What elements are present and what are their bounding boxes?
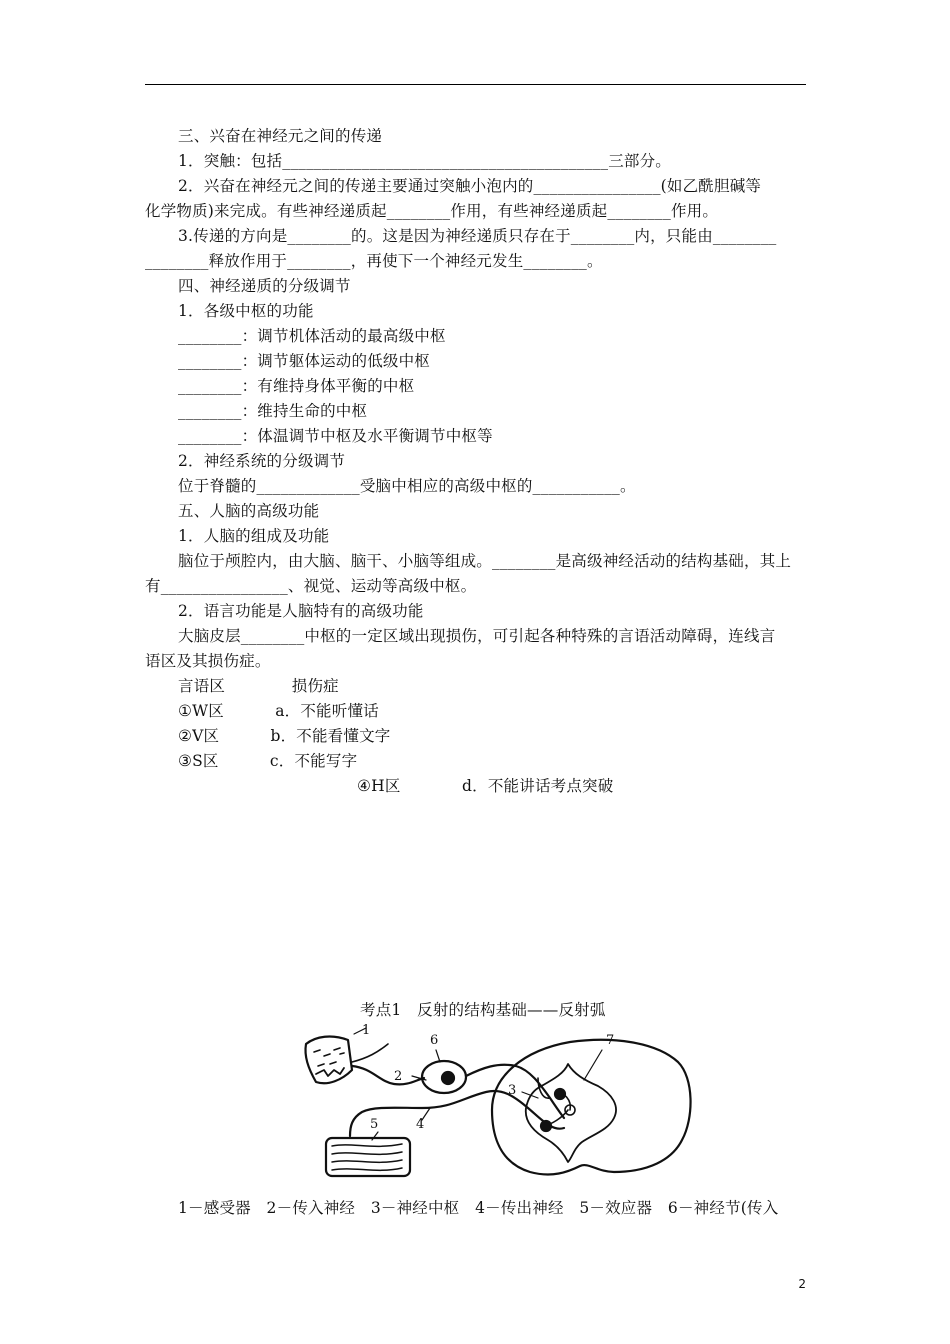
diagram-label-7: 7 xyxy=(606,1033,615,1048)
text-line: 大脑皮层________中枢的一定区域出现损伤，可引起各种特殊的言语活动障碍，连线言 xyxy=(178,627,776,645)
diagram-label-2: 2 xyxy=(394,1069,403,1084)
diagram-legend: 1－感受器 2－传入神经 3－神经中枢 4－传出神经 5－效应器 6－神经节(传入 xyxy=(178,1199,779,1217)
text-line: 化学物质)来完成。有些神经递质起________作用，有些神经递质起________作用。 xyxy=(145,202,719,220)
section-heading-5: 五、人脑的高级功能 xyxy=(178,502,320,520)
text-line: 2．语言功能是人脑特有的高级功能 xyxy=(178,602,424,620)
diagram-label-5: 5 xyxy=(370,1117,379,1132)
page-number: 2 xyxy=(798,1277,806,1291)
text-line: 1．人脑的组成及功能 xyxy=(178,527,330,545)
reflex-arc-diagram xyxy=(302,1022,694,1182)
text-line: ________：调节躯体运动的低级中枢 xyxy=(178,352,431,370)
text-line: ________：体温调节中枢及水平衡调节中枢等 xyxy=(178,427,493,445)
table-row: ①W区 a．不能听懂话 xyxy=(178,702,379,720)
text-line: 2．兴奋在神经元之间的传递主要通过突触小泡内的________________(如乙酰胆碱等 xyxy=(178,177,762,195)
text-line: ________释放作用于________，再使下一个神经元发生________。 xyxy=(145,252,603,270)
text-line: 2．神经系统的分级调节 xyxy=(178,452,346,470)
text-line: 语区及其损伤症。 xyxy=(145,652,271,670)
table-row: ②V区 b．不能看懂文字 xyxy=(178,727,391,745)
table-row: ④H区 d．不能讲话考点突破 xyxy=(357,777,614,795)
text-line: ________：有维持身体平衡的中枢 xyxy=(178,377,415,395)
text-line: 1．突触：包括_________________________________________三部分。 xyxy=(178,152,672,170)
text-line: 1．各级中枢的功能 xyxy=(178,302,314,320)
text-line: 3.传递的方向是________的。这是因为神经递质只存在于________内，只能由________ xyxy=(178,227,777,245)
efferent-nerve xyxy=(350,1091,564,1136)
section-heading-4: 四、神经递质的分级调节 xyxy=(178,277,351,295)
diagram-label-1: 1 xyxy=(362,1023,371,1038)
text-line: 有________________、视觉、运动等高级中枢。 xyxy=(145,577,477,595)
afferent-nerve xyxy=(352,1066,424,1084)
header-rule xyxy=(145,84,806,85)
gray-matter xyxy=(526,1064,616,1162)
text-line: ________：调节机体活动的最高级中枢 xyxy=(178,327,446,345)
diagram-label-3: 3 xyxy=(508,1083,517,1098)
figure-title: 考点1 反射的结构基础——反射弧 xyxy=(360,1001,606,1019)
text-line: 脑位于颅腔内，由大脑、脑干、小脑等组成。________是高级神经活动的结构基础，其上 xyxy=(178,552,792,570)
section-heading-3: 三、兴奋在神经元之间的传递 xyxy=(178,127,383,145)
diagram-label-4: 4 xyxy=(416,1117,425,1132)
table-row: ③S区 c．不能写字 xyxy=(178,752,358,770)
table-header: 言语区 损伤症 xyxy=(178,677,339,695)
diagram-label-6: 6 xyxy=(430,1033,439,1048)
spinal-cord xyxy=(492,1040,691,1175)
text-line: ________：维持生命的中枢 xyxy=(178,402,368,420)
text-line: 位于脊髓的_____________受脑中相应的高级中枢的___________。 xyxy=(178,477,636,495)
